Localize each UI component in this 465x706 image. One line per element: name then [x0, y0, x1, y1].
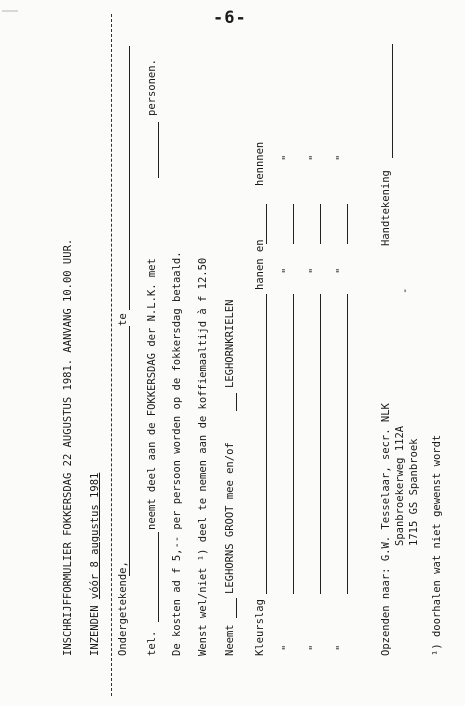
ditto-mark: " — [335, 267, 347, 274]
cut-line — [111, 14, 112, 696]
persons-field[interactable] — [158, 122, 159, 178]
te-label: te — [117, 313, 129, 326]
ditto-mark: " — [308, 154, 320, 161]
hanen-field-4[interactable] — [347, 204, 348, 244]
signature-label: Handtekening — [380, 170, 392, 246]
deadline — [90, 473, 101, 656]
ditto-mark: " — [308, 644, 320, 651]
footnote: ¹) doorhalen wat niet gewenst wordt — [431, 434, 443, 656]
form-title: INSCHRIJFFORMULIER FOKKERSDAG 22 AUGUSTUS 1981. AANVANG 10.00 UUR. — [62, 238, 74, 656]
hanen-field-1[interactable] — [266, 204, 267, 244]
ditto-mark: " — [308, 267, 320, 274]
page-number: -6- — [213, 8, 247, 28]
ondergetekende-label: Ondergetekende, — [117, 561, 129, 656]
signature-dash: - — [399, 287, 411, 294]
send-to-city: 1715 GS Spanbroek — [408, 438, 420, 546]
kleurslag-field-1[interactable] — [266, 294, 267, 594]
kleurslag-field-4[interactable] — [347, 294, 348, 594]
kleurslag-label: Kleurslag — [254, 599, 266, 656]
hanen-en-label-1: hanen en — [254, 239, 266, 290]
ditto-mark: " — [335, 154, 347, 161]
leghorns-count-field[interactable] — [236, 598, 237, 618]
ditto-mark: " — [281, 267, 293, 274]
coffee-meal-text: Wenst wel/niet ¹) deel te nemen aan de koffiemaaltijd à f 12.50 — [197, 257, 209, 656]
krielen-count-field[interactable] — [236, 393, 237, 411]
hennen-label-1: hennnen — [254, 141, 266, 186]
persons-label: personen. — [146, 59, 158, 116]
hanen-field-3[interactable] — [320, 204, 321, 244]
costs-text: De kosten ad f 5,-- per persoon worden op de fokkersdag betaald. — [171, 251, 183, 656]
kleurslag-field-3[interactable] — [320, 294, 321, 594]
deadline-prefix: INZENDEN — [89, 599, 101, 656]
participation-text: neemt deel aan de FOKKERSDAG der N.L.K. met — [146, 258, 158, 530]
ditto-mark: " — [281, 154, 293, 161]
send-to-label: Opzenden naar: G.W. Tesselaar, secr. NLK — [380, 403, 392, 656]
signature-field[interactable] — [392, 44, 393, 158]
deadline-date: vóór 8 augustus 1981 — [89, 472, 101, 600]
tel-field[interactable] — [158, 532, 159, 622]
krielen-text: LEGHORNKRIELEN — [224, 299, 236, 388]
ditto-mark: " — [281, 644, 293, 651]
kleurslag-field-2[interactable] — [293, 294, 294, 594]
te-field[interactable] — [129, 46, 130, 310]
leghorns-text: LEGHORNS GROOT mee en/of — [224, 442, 236, 594]
tel-label: tel. — [146, 630, 158, 656]
neemt-label: Neemt — [224, 624, 236, 656]
hanen-field-2[interactable] — [293, 204, 294, 244]
ondergetekende-field[interactable] — [129, 326, 130, 576]
ditto-mark: " — [335, 644, 347, 651]
send-to-street: Spanbroekerweg 112A — [394, 425, 406, 546]
